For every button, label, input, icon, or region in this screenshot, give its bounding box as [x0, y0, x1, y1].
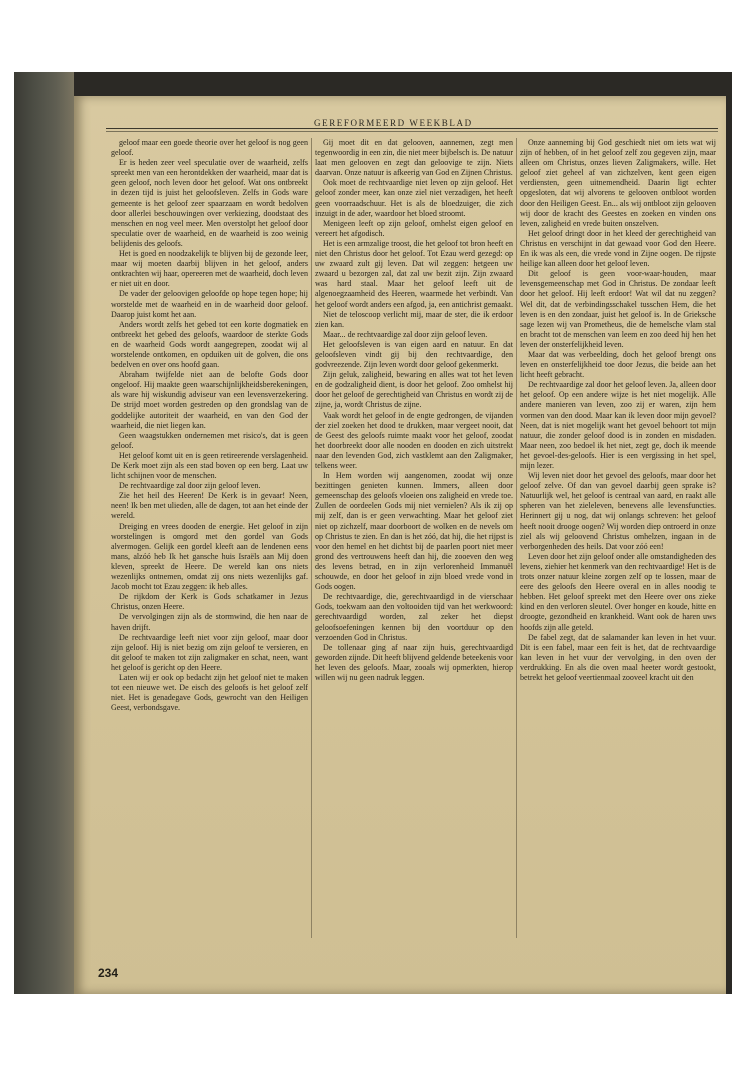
paragraph: Niet de teloscoop verlicht mij, maar de ster, die ik erdoor zien kan. — [315, 309, 513, 329]
paragraph: Het geloof dringt door in het kleed der gerechtigheid van Christus en verschijnt in dat gewaad voor God den Heere. En ik was als een, die vrede vond in Zijne oogen. De rijpste heilige kan alleen door het geloof leven. — [520, 228, 716, 269]
article-column-3 — [520, 138, 716, 960]
paragraph: Maar dat was verbeelding, doch het geloof brengt ons leven en onsterfelijkheid toe door Jezus, die beide aan het licht heeft gebracht. — [520, 349, 716, 380]
page-number: 234 — [98, 966, 119, 980]
paragraph: Dit geloof is geen voor-waar-houden, maar levensgemeenschap met God in Christus. De zondaar leeft door het geloof. Hij leeft erdoor! Wat wil dat nu zeggen? Wel dit, dat de verbindingsschakel tusschen Hem, die het leven is en den zondaar, juist het geloof is. In de Grieksche sage lezen wij van Prometheus, die de hemelsche vlam stal en bracht tot de menschen van leem en zoo deed hij hen het leven der onsterfelijkheid leven. — [520, 269, 716, 349]
paragraph: Dreiging en vrees dooden de energie. Het geloof in zijn worstelingen is omgord met den gordel van Gods alvermogen. Gelijk een gordel kleeft aan de lendenen eens mans, alzóó heb Ik het gansche huis Israëls aan Mij doen kleven, spreekt de Heere. De wereld kan ons niets wezenlijks ontnemen, omdat zij ons niets wezenlijks gaf. Jacob mocht tot Ezau zeggen: ik heb alles. — [111, 521, 308, 592]
column-divider — [311, 138, 312, 938]
paragraph: Geen waagstukken ondernemen met risico's, dat is geen geloof. — [111, 430, 308, 450]
paragraph: geloof maar een goede theorie over het geloof is nog geen geloof. — [111, 138, 308, 158]
paragraph: De rijkdom der Kerk is Gods schatkamer in Jezus Christus, onzen Heere. — [111, 592, 308, 612]
paragraph: Gij moet dit en dat gelooven, aannemen, zegt men tegenwoordig in een zin, die niet meer bijbelsch is. De natuur laat men gelooven en zegt dan geloovige te zijn. Niets daarvan. Onze natuur is afkeerig van God en Zijnen Christus. — [315, 138, 513, 178]
paragraph: Onze aanneming bij God geschiedt niet om iets wat wij zijn of hebben, of in het geloof zelf zou gegeven zijn, maar alleen om Christus, onzes lieven Zaligmakers, wille. Het geloof ziet geheel af van zichzelven, kent geen eigen verdiensten, geen uitnemendheid. Daarin ligt echter opgesloten, dat wij alvorens te gelooven ontbloot worden door den Heiligen Geest. En... als wij ontbloot zijn gelooven wij door de kracht des Geestes en zoeken en vinden ons leven, zaligheid en vrede buiten onszelven. — [520, 138, 716, 228]
paragraph: De rechtvaardige zal door zijn geloof leven. — [119, 481, 261, 491]
running-header: GEREFORMEERD WEEKBLAD — [314, 118, 473, 128]
paragraph: De vader der geloovigen geloofde op hope tegen hope; hij worstelde met de waarheid en in de waarheid door geloof. Daarop juist komt het aan. — [111, 289, 308, 319]
paragraph: De rechtvaardige leeft niet voor zijn geloof, maar door zijn geloof. Hij is niet bezig om zijn geloof te versieren, en dit geloof te maken tot zijn zaligmaker en schat, neen, want het geloof is gericht op den Heere. — [111, 632, 308, 672]
header-rule-thin — [106, 131, 718, 132]
paragraph: De vervolgingen zijn als de stormwind, die hen naar de haven drijft. — [111, 612, 308, 632]
paragraph: Vaak wordt het geloof in de engte gedrongen, de vijanden der ziel zoeken het dood te drukken, maar vergeet nooit, dat de Geest des geloofs ruimte maakt voor het geloof, zoodat het doorbreekt door alle nooden en dooden en zich uitstrekt naar den levenden God, zich vastklemt aan den Zaligmaker, telkens weer. — [315, 410, 513, 470]
paragraph: Zie het heil des Heeren! De Kerk is in gevaar! Neen, neen! Ik ben met ulieden, alle de dagen, tot aan het einde der wereld. — [111, 491, 308, 521]
paragraph: Ook moet de rechtvaardige niet leven op zijn geloof. Het geloof zonder meer, kan onze ziel niet verzadigen, het heeft geen voorraadschuur. Het is als de bloedzuiger, die zich inzuigt in de ader, waardoor het bloed stroomt. — [315, 178, 513, 218]
paragraph: Menigeen leeft op zijn geloof, omhelst eigen geloof en vereert het afgodisch. — [315, 218, 513, 238]
paragraph: Het geloof komt uit en is geen retireerende verslagenheid. De Kerk moet zijn als een stad boven op een berg. Laat uw licht schijnen voor de menschen. — [111, 450, 308, 481]
paragraph: Het is een armzalige troost, die het geloof tot bron heeft en niet den Christus door het geloof. Tot Ezau werd gezegd: op uw zwaard zult gij leven. Dat wil zeggen: hetgeen uw zwaard u bezorgen zal, dat zal uw bezit zijn. Zijn zwaard was hard staal. Maar het geloof leeft uit de algenoegzaamheid des Heeren, waarmede het verbindt. Van het geloof wordt anders een afgod, ja, een antichrist gemaakt. — [315, 238, 513, 309]
paragraph: Maar... de rechtvaardige zal door zijn geloof leven. — [323, 329, 488, 339]
paragraph: In Hem worden wij aangenomen, zoodat wij onze bezittingen genieten kunnen. Immers, alleen door gemeenschap des geloofs vloeien ons zaligheid en vrede toe. Zullen de oordeelen Gods mij niet vernielen? Als ik zij op mij zelf, dan is er geen verwachting. Maar het geloof ziet niet op zichzelf, maar doorboort de wolken en de nevels om op Christus te zien. En dan is het zóó, dat hij, die het rijpst is voor den hemel en het dichtst bij de paarlen poort niet meer grond des vertrouwens heeft dan hij, die zooeven den weg des levens betrad, en in zijn verlorenheid Immanuël schouwde, en door het geloof in zijn bloed vrede vond in Gods oogen. — [315, 471, 513, 592]
paragraph: De fabel zegt, dat de salamander kan leven in het vuur. Dit is een fabel, maar een feit is het, dat de rechtvaardige kan leven in het vuur der vervolging, in den oven der verdrukking. En als die oven maal heeter wordt gestookt, betrekt het geloof veertienmaal zooveel kracht uit den — [520, 632, 716, 682]
paragraph: Het is goed en noodzakelijk te blijven bij de gezonde leer, maar wij moeten daarbij blijven in het geloof, anders ontkrachten wij haar, opereeren met de waarheid, doch leven er niet uit en door. — [111, 249, 308, 289]
article-column-2 — [315, 138, 513, 960]
paragraph: Laten wij er ook op bedacht zijn het geloof niet te maken tot een nieuwe wet. De eisch des geloofs is het geloof zelf niet. Het is genadegave Gods, gewrocht van den Heiligen Geest, verbondsgave. — [111, 672, 308, 713]
paragraph: Wij leven niet door het gevoel des geloofs, maar door het geloof zelve. Of dan van gevoel daarbij geen sprake is? Natuurlijk wel, het geloof is centraal van aard, en raakt alle spheren van het zieleleven, benevens alle levensfuncties. Herinnert gij u nog, dat wij onlangs schreven: het geloof heeft nooit drooge oogen? Wij worden diep ontroerd in onze ziel als wij geloovend Christus omhelzen, ingaan in de verborgenheden des heils. Dat voor zóó een! — [520, 471, 716, 551]
paragraph: De tollenaar ging af naar zijn huis, gerechtvaardigd geworden zijnde. Dit heeft blijvend geldende beteekenis voor het leven des geloofs. Maar, zooals wij opmerkten, hierop willen wij nu geen nadruk leggen. — [315, 642, 513, 682]
column-divider — [516, 138, 517, 938]
paragraph: Anders wordt zelfs het gebed tot een korte dogmatiek en ontbreekt het gebed des geloofs, waardoor de sterkte Gods en de waarheid Gods wordt aangegrepen, zoodat wij al worstelende ontkomen, en opduiken uit de golven, die ons bedelven en over ons hoofd gaan. — [111, 319, 308, 370]
paragraph: Het geloofsleven is van eigen aard en natuur. En dat geloofsleven vindt gij bij den rechtvaardige, den godvreezende. Zijn leven wordt door geloof gekenmerkt. — [315, 339, 513, 370]
header-rule — [106, 128, 718, 129]
paragraph: Leven door het zijn geloof onder alle omstandigheden des levens, ziehier het kenmerk van den rechtvaardige! Het is de trots onzer natuur kleine zorgen zelf op te lossen, maar de eere des geloofs den Heere overal en in alles noodig te hebben. Het geloof spreekt met den Heere over ons zieke kind en den verloren sleutel. Over honger en koude, hitte en droogte, gezondheid en krankheid. Want ook de haren uws hoofds zijn alle geteld. — [520, 551, 716, 632]
paragraph: Er is heden zeer veel speculatie over de waarheid, zelfs spreekt men van een herontdekken der waarheid, maar dat is geen geloof, noch leven door het geloof. Wat ons ontbreekt in dezen tijd is juist het geloofsleven. Zelfs in Gods ware gemeente is het geloof zeer spaarzaam en wordt bedolven door allerlei beschouwingen over verkiezing, doodstaat des menschen en nog veel meer. Men overstolpt het geloof door speculatie over de waarheid, en de waarheid is zoo weinig belijdenis des geloofs. — [111, 158, 308, 248]
paragraph: Abraham twijfelde niet aan de belofte Gods door ongeloof. Hij maakte geen waarschijnlijkheidsberekeningen, als ware hij wiskundig adviseur van een levensverzekering. De strijd moet worden gestreden op den grondslag van de goddelijke autoriteit der waarheid, en van den God der waarheid, die niet liegen kan. — [111, 370, 308, 430]
book-spine — [14, 72, 74, 994]
article-column-1 — [111, 138, 308, 960]
paragraph: De rechtvaardige, die, gerechtvaardigd in de vierschaar Gods, toekwam aan den voltooiden tijd van het werkwoord: gerechtvaardigd worden, zal zeker het diepst geloofsoefeningen kennen bij den voortduur op den verzoenden God in Christus. — [315, 592, 513, 642]
paragraph: Zijn geluk, zaligheid, bewaring en alles wat tot het leven en de godzaligheid dient, is door het geloof. Zoo omhelst hij door het geloof de gerechtigheid van Christus en wordt zij de zijne, ja, wordt Christus de zijne. — [315, 370, 513, 410]
paragraph: De rechtvaardige zal door het geloof leven. Ja, alleen door het geloof. Op een andere wijze is het niet mogelijk. Alle andere manieren van leven, zoo zij er waren, zijn hem vormen van den dood. Maar kan ik leven door mijn gevoel? Neen, dat is niet mogelijk want het gevoel behoort tot mijn natuur, die zonder geloof dood is in zonden en misdaden. Maar neen, zoo bedoel ik het niet, zegt ge, doch ik meende het gevoel-des-geloofs. Hier is een vergissing in het spel, mijn lezer. — [520, 380, 716, 470]
